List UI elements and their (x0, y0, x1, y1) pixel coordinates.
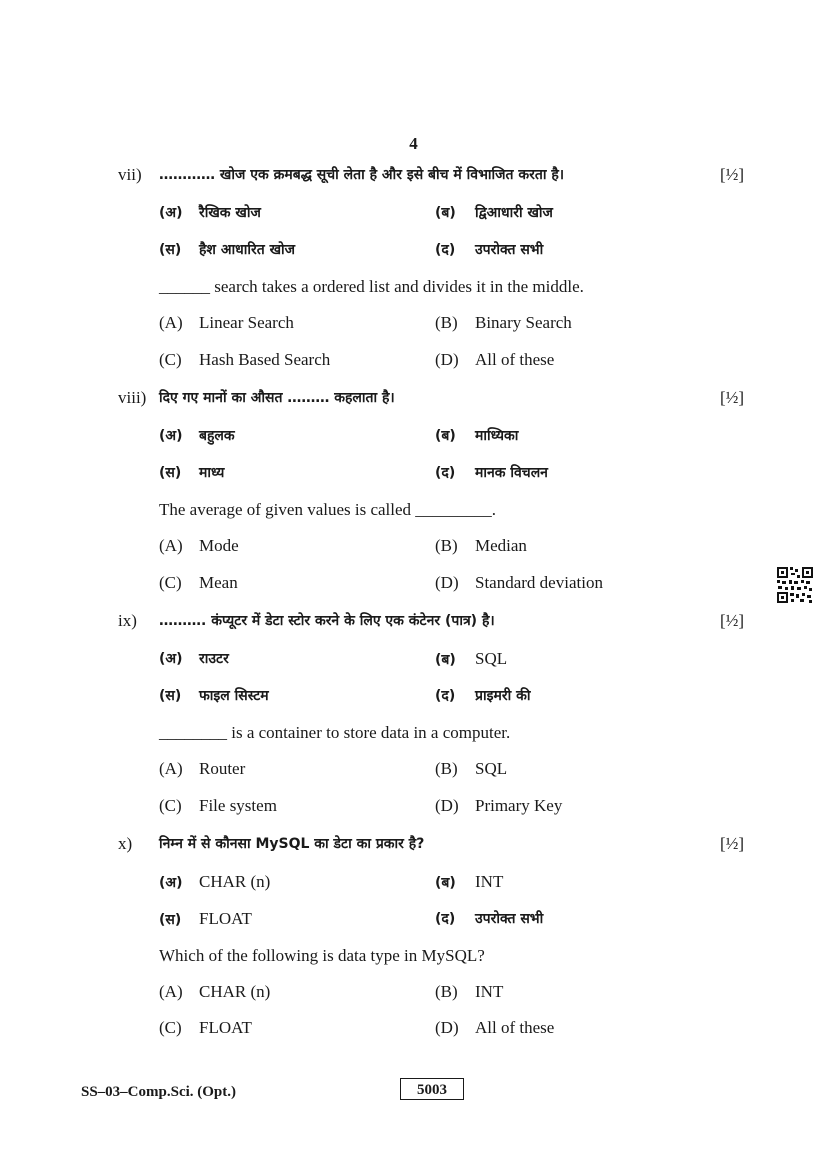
option-b-hindi: (ब) SQL (435, 649, 508, 668)
paper-code: SS–03–Comp.Sci. (Opt.) (81, 1084, 237, 1100)
english-options-row-1 (0, 758, 827, 780)
english-options-row-1 (0, 312, 827, 334)
option-d-hindi: (द) उपरोक्त सभी (435, 911, 544, 927)
question-number: ix) (118, 611, 137, 630)
option-d-hindi: (द) उपरोक्त सभी (435, 242, 544, 258)
option-b-hindi: (ब) माध्यिका (435, 428, 519, 444)
page-number: 4 (409, 134, 418, 153)
question-hindi-line (0, 610, 827, 632)
hindi-options-row-2 (0, 462, 827, 484)
hindi-options-row-1 (0, 202, 827, 224)
option-a-hindi: (अ) राउटर (159, 651, 229, 667)
question-text-hindi: दिए गए मानों का औसत ……… कहलाता है। (159, 390, 395, 406)
option-d-hindi: (द) प्राइमरी की (435, 688, 531, 704)
option-d: (D) All of these (435, 350, 555, 369)
option-a: (A) Linear Search (159, 313, 294, 332)
question-text-hindi: ………. कंप्यूटर में डेटा स्टोर करने के लिए एक कंटेनर (पात्र) है। (159, 613, 495, 629)
marks: [½] (720, 165, 745, 184)
option-d-hindi: (द) मानक विचलन (435, 465, 548, 481)
hindi-options-row-1 (0, 425, 827, 447)
english-options-row-2 (0, 795, 827, 817)
question-text-english: The average of given values is called _________. (159, 500, 497, 519)
question-text-hindi: ………… खोज एक क्रमबद्ध सूची लेता है और इसे बीच में विभाजित करता है। (159, 167, 565, 183)
option-c-hindi: (स) हैश आधारित खोज (159, 242, 296, 258)
question-number: viii) (118, 388, 147, 407)
option-d: (D) Primary Key (435, 796, 563, 815)
option-c-hindi: (स) फाइल सिस्टम (159, 688, 269, 704)
marks: [½] (720, 834, 745, 853)
question-english-line (0, 722, 827, 744)
english-options-row-2 (0, 1017, 827, 1039)
option-c-hindi: (स) माध्य (159, 465, 225, 481)
marks: [½] (720, 611, 745, 630)
hindi-options-row-2 (0, 908, 827, 930)
option-a-hindi: (अ) रैखिक खोज (159, 205, 261, 221)
question-english-line (0, 499, 827, 521)
question-number: vii) (118, 165, 142, 184)
option-b-hindi: (ब) INT (435, 872, 504, 891)
question-hindi-line (0, 164, 827, 186)
code-box: 5003 (400, 1078, 464, 1100)
question-text-hindi: निम्न में से कौनसा MySQL का डेटा का प्रकार है? (159, 836, 425, 852)
english-options-row-1 (0, 981, 827, 1003)
option-b: (B) Median (435, 536, 527, 555)
english-options-row-2 (0, 349, 827, 371)
question-english-line (0, 276, 827, 298)
option-b: (B) INT (435, 982, 504, 1001)
hindi-options-row-1 (0, 648, 827, 670)
option-a-hindi: (अ) बहुलक (159, 428, 235, 444)
marks: [½] (720, 388, 745, 407)
option-a: (A) CHAR (n) (159, 982, 271, 1001)
english-options-row-2 (0, 572, 827, 594)
question-hindi-line (0, 387, 827, 409)
option-b: (B) Binary Search (435, 313, 572, 332)
option-b: (B) SQL (435, 759, 508, 778)
hindi-options-row-2 (0, 239, 827, 261)
option-b-hindi: (ब) द्विआधारी खोज (435, 205, 553, 221)
option-c: (C) File system (159, 796, 277, 815)
qr-code-icon (776, 566, 814, 604)
option-c: (C) Hash Based Search (159, 350, 331, 369)
english-options-row-1 (0, 535, 827, 557)
option-a-hindi: (अ) CHAR (n) (159, 872, 271, 891)
question-text-english: Which of the following is data type in MySQL? (159, 946, 485, 965)
hindi-options-row-2 (0, 685, 827, 707)
question-hindi-line (0, 833, 827, 855)
question-english-line (0, 945, 827, 967)
question-text-english: ________ is a container to store data in a computer. (159, 723, 511, 742)
hindi-options-row-1 (0, 871, 827, 893)
option-a: (A) Router (159, 759, 246, 778)
question-text-english: ______ search takes a ordered list and divides it in the middle. (159, 277, 584, 296)
option-c: (C) FLOAT (159, 1018, 252, 1037)
option-d: (D) Standard deviation (435, 573, 603, 592)
option-d: (D) All of these (435, 1018, 555, 1037)
question-number: x) (118, 834, 133, 853)
option-a: (A) Mode (159, 536, 239, 555)
option-c: (C) Mean (159, 573, 238, 592)
option-c-hindi: (स) FLOAT (159, 909, 252, 928)
